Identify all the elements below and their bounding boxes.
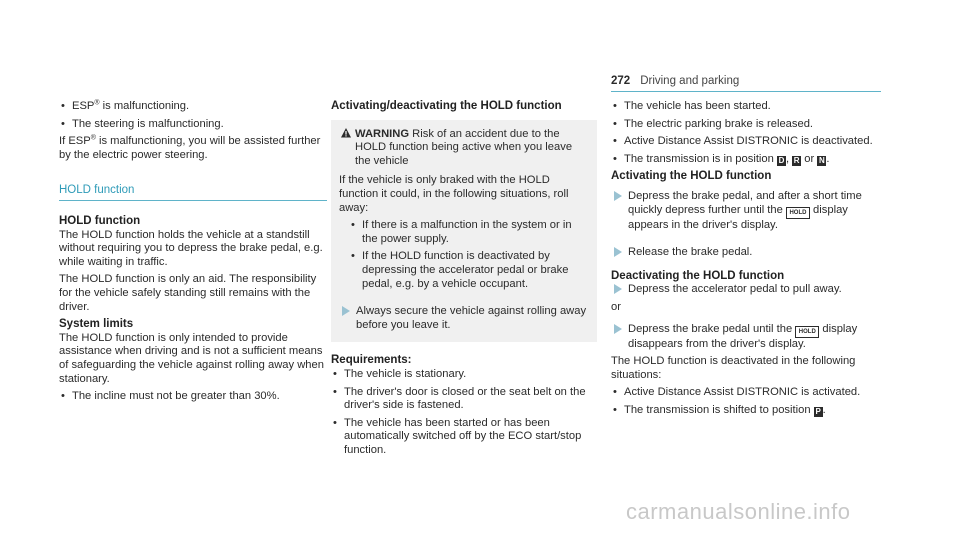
paragraph: The HOLD function is only an aid. The responsibility for the vehicle safely standing still remains with the driver.	[59, 273, 317, 313]
watermark: carmanualsonline.info	[626, 499, 851, 524]
column-1	[59, 100, 327, 408]
warning-header	[339, 128, 589, 169]
warning-text: Risk of an accident due to the HOLD function being active when you leave the vehicle	[355, 127, 573, 167]
action-arrow-icon	[614, 284, 622, 294]
list-item: • The transmission is in position D , R or N .	[611, 153, 881, 167]
paragraph: If the vehicle is only braked with the HOLD function it could, in the following situations, roll away:	[339, 174, 569, 214]
action-step: Depress the brake pedal, and after a short time quickly depress further until the HOLD display appears in the driver's display.	[611, 190, 881, 232]
header-rule	[611, 91, 881, 92]
list-item: • The vehicle has been started or has been automatically switched off by the ECO start/stop function.	[331, 417, 597, 458]
warning-triangle-icon	[341, 128, 351, 138]
list-item: • Active Distance Assist DISTRONIC is deactivated.	[611, 135, 881, 149]
action-step: Release the brake pedal.	[611, 246, 881, 260]
action-arrow-icon	[342, 306, 350, 316]
hold-display-icon: HOLD	[786, 207, 810, 219]
action-step: Depress the brake pedal until the HOLD display disappears from the driver's display.	[611, 323, 881, 352]
gear-p-icon: P	[815, 406, 821, 416]
page-number: 272	[611, 75, 631, 87]
column-3	[611, 100, 881, 422]
action-step: Depress the accelerator pedal to pull away.	[611, 283, 881, 297]
list-item: • The transmission is shifted to position P .	[611, 404, 881, 418]
section-title: HOLD function	[59, 184, 327, 201]
warning-box	[331, 120, 597, 343]
list-item: • Active Distance Assist DISTRONIC is activated.	[611, 386, 881, 400]
gear-r-icon: R	[793, 155, 800, 165]
gear-d-icon: D	[778, 155, 785, 165]
action-arrow-icon	[614, 324, 622, 334]
subheading: Activating the HOLD function	[611, 170, 772, 183]
subheading: HOLD function	[59, 214, 141, 227]
warning-label: WARNING	[355, 127, 410, 140]
list-item: • The vehicle is stationary.	[331, 368, 597, 382]
subheading: Activating/deactivating the HOLD function	[331, 100, 562, 112]
paragraph: or	[611, 300, 621, 313]
paragraph: The HOLD function is only intended to provide assistance when driving and is not a sufficient means of safeguarding the vehicle against rolling away when stationary.	[59, 331, 324, 385]
list-item: • If there is a malfunction in the system or in the power supply.	[349, 219, 589, 246]
list-item: • ESP® is malfunctioning.	[59, 100, 327, 114]
paragraph: If ESP® is malfunctioning, you will be assisted further by the electric power steering.	[59, 134, 321, 161]
paragraph: The HOLD function is deactivated in the following situations:	[611, 355, 856, 381]
page-header	[611, 75, 881, 89]
chapter-title: Driving and parking	[640, 75, 740, 87]
list-item: • The incline must not be greater than 30%.	[59, 390, 327, 404]
list-item: • The steering is malfunctioning.	[59, 118, 327, 132]
action-arrow-icon	[614, 191, 622, 201]
list-item: • The driver's door is closed or the seat belt on the driver's side is fastened.	[331, 386, 597, 413]
action-arrow-icon	[614, 247, 622, 257]
hold-display-icon: HOLD	[795, 326, 819, 338]
subheading: Deactivating the HOLD function	[611, 269, 785, 282]
list-item: • The electric parking brake is released.	[611, 118, 881, 132]
paragraph: The HOLD function holds the vehicle at a standstill without requiring you to depress the brake pedal, e.g. while waiting in traffic.	[59, 228, 323, 268]
list-item: • The vehicle has been started.	[611, 100, 881, 114]
subheading: Requirements:	[331, 354, 412, 367]
list-item: • If the HOLD function is deactivated by depressing the accelerator pedal or brake pedal, e.g. by a vehicle occupant.	[349, 250, 589, 291]
action-step: Always secure the vehicle against rolling away before you leave it.	[339, 305, 589, 332]
subheading: System limits	[59, 318, 134, 331]
column-2	[331, 100, 597, 461]
gear-n-icon: N	[818, 155, 825, 165]
